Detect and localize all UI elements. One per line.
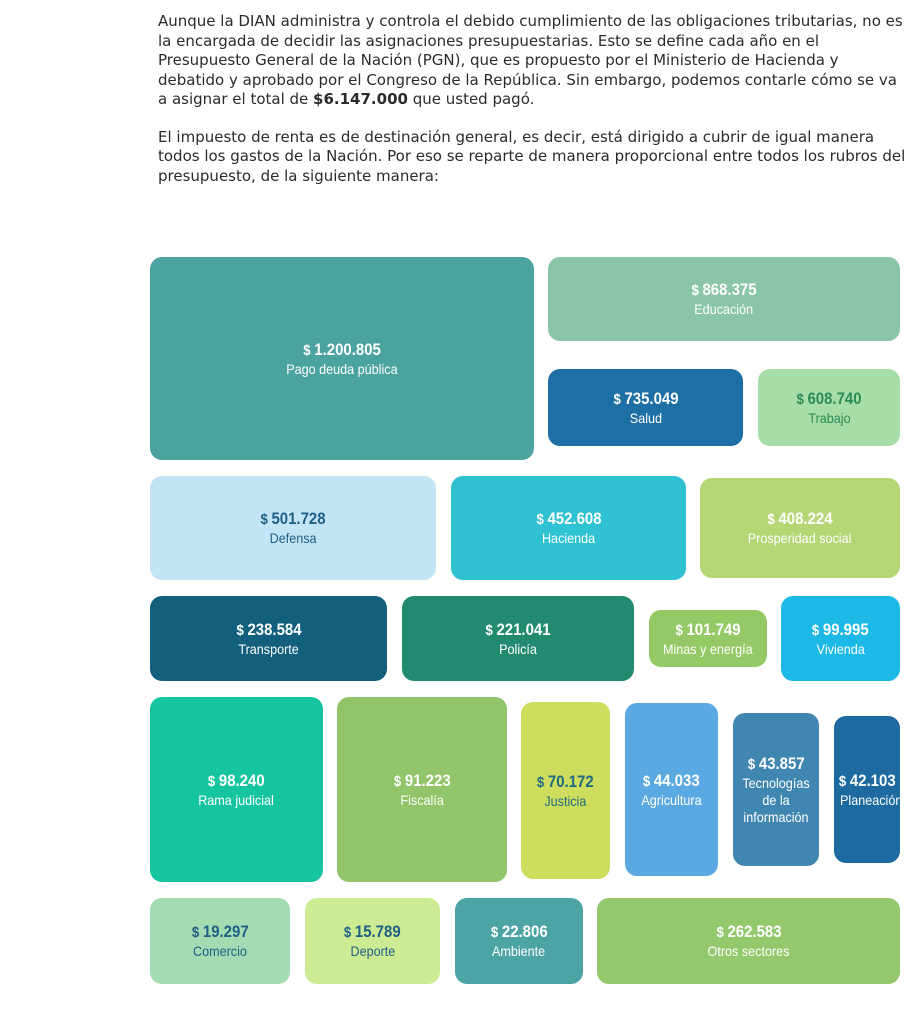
tile-amount: 238.584 (246, 619, 302, 639)
currency-symbol: $ (535, 511, 547, 528)
tile-amount: 91.223 (404, 770, 451, 790)
tile-value (260, 509, 325, 530)
tile-ambiente (455, 898, 583, 984)
tile-educacion (548, 257, 900, 341)
currency-symbol: $ (537, 773, 549, 791)
tile-label: Otros sectores (707, 943, 790, 959)
tile-otros-sectores (597, 898, 900, 984)
tile-amount: 19.297 (202, 922, 249, 941)
tile-value (643, 771, 700, 792)
tile-value (536, 509, 601, 530)
tile-prosperidad-social (700, 478, 900, 578)
intro-text (158, 12, 908, 204)
tile-value (394, 771, 451, 792)
tile-amount: 101.749 (686, 619, 741, 639)
tile-value (675, 620, 740, 641)
tile-amount: 42.103 (849, 770, 896, 790)
tile-tecnologias-de-la-informacion (733, 713, 819, 866)
tile-label: Comercio (193, 943, 247, 959)
intro-paragraph-1: Aunque la DIAN administra y controla el debido cumplimiento de las obligaciones tributarias, no es la encargada de decidir las asignaciones presupuestarias. Esto se define cada año en el Presupuesto General de la Nación (PGN), que es propuesto por el Ministerio de Hacienda y debatido y aprobado por el Congreso de la República. Sin embargo, podemos contarle cómo se va a asignar el total de $6.147.000 que usted pagó. (158, 12, 903, 108)
tile-amount: 221.041 (496, 619, 551, 639)
tile-value (691, 280, 756, 301)
currency-symbol: $ (490, 924, 502, 941)
tile-value (303, 340, 381, 361)
tile-justicia (521, 702, 610, 879)
tile-comercio (150, 898, 290, 984)
tile-amount: 99.995 (823, 619, 869, 639)
currency-symbol: $ (260, 511, 272, 528)
tile-label: Fiscalía (400, 791, 444, 808)
tile-label: Policía (499, 640, 537, 657)
currency-symbol: $ (747, 755, 759, 773)
tile-policia (402, 596, 634, 681)
tile-value (796, 389, 861, 410)
tile-label: Planeación (840, 791, 903, 808)
tile-deporte (305, 898, 440, 984)
currency-symbol: $ (235, 621, 247, 639)
tile-hacienda (451, 476, 686, 580)
tile-label: Vivienda (816, 640, 865, 657)
tile-rama-judicial (150, 697, 323, 882)
currency-symbol: $ (191, 924, 203, 941)
tile-label: Justicia (544, 792, 587, 809)
total-amount: $6.147.000 (313, 90, 408, 108)
tile-label: Defensa (269, 530, 317, 546)
tile-value (491, 922, 548, 943)
currency-symbol: $ (812, 621, 824, 639)
currency-symbol: $ (796, 390, 808, 408)
currency-symbol: $ (838, 772, 850, 790)
tile-amount: 452.608 (546, 509, 602, 528)
currency-symbol: $ (485, 621, 497, 639)
tile-amount: 70.172 (548, 771, 594, 791)
tile-label: Hacienda (541, 530, 596, 546)
tile-label: Educación (694, 301, 754, 317)
tile-amount: 1.200.805 (314, 339, 381, 359)
currency-symbol: $ (208, 772, 220, 790)
tile-label: Agricultura (641, 791, 702, 808)
tile-value (192, 922, 249, 943)
currency-symbol: $ (393, 772, 405, 790)
tile-label: Deporte (350, 943, 395, 959)
tile-amount: 608.740 (807, 388, 862, 408)
tile-value (812, 620, 869, 641)
intro-paragraph-2: El impuesto de renta es de destinación general, es decir, está dirigido a cubrir de igual manera todos los gastos de la Nación. Por eso se reparte de manera proporcional entre todos los rubros del presupuesto, de la siguiente manera: (158, 127, 906, 185)
currency-symbol: $ (675, 621, 687, 639)
tile-amount: 43.857 (758, 753, 805, 773)
tile-pago-deuda-publica (150, 257, 534, 460)
currency-symbol: $ (344, 924, 356, 941)
currency-symbol: $ (303, 341, 315, 359)
tile-label: Ambiente (492, 943, 546, 959)
tile-value (839, 771, 896, 792)
tile-amount: 868.375 (702, 280, 757, 299)
tile-amount: 15.789 (355, 922, 401, 941)
tile-value (767, 509, 832, 530)
tile-amount: 98.240 (219, 770, 265, 790)
tile-defensa (150, 476, 436, 580)
tile-amount: 408.224 (778, 509, 833, 528)
currency-symbol: $ (767, 511, 779, 528)
tile-amount: 44.033 (654, 770, 700, 790)
tile-fiscalia (337, 697, 507, 882)
tile-agricultura (625, 703, 718, 876)
tile-value (236, 620, 301, 641)
tile-transporte (150, 596, 387, 681)
tile-value (485, 620, 550, 641)
tile-label: Minas y energía (663, 640, 753, 657)
tile-label: Prosperidad social (748, 530, 852, 546)
tile-amount: 501.728 (271, 509, 326, 528)
tile-label: Trabajo (807, 409, 851, 426)
tile-value (537, 772, 594, 793)
tile-label: Salud (629, 409, 662, 426)
tile-value (748, 754, 805, 775)
currency-symbol: $ (715, 924, 727, 941)
tile-label: Tecnologías de la información (742, 774, 810, 825)
tile-label: Pago deuda pública (286, 360, 398, 377)
tile-minas-y-energia (649, 610, 767, 667)
tile-salud (548, 369, 743, 446)
tile-amount: 22.806 (501, 922, 548, 941)
tile-planeacion (834, 716, 903, 863)
tile-label: Rama judicial (198, 791, 275, 808)
tile-trabajo (758, 369, 900, 446)
tile-amount: 735.049 (623, 388, 679, 408)
tile-value (613, 389, 678, 410)
currency-symbol: $ (643, 772, 655, 790)
currency-symbol: $ (612, 390, 624, 408)
tile-label: Transporte (238, 640, 299, 657)
currency-symbol: $ (691, 282, 703, 299)
tile-value (344, 922, 401, 943)
tile-amount: 262.583 (726, 922, 782, 941)
tile-value (716, 922, 781, 943)
tile-vivienda (781, 596, 900, 681)
tile-value (208, 771, 265, 792)
